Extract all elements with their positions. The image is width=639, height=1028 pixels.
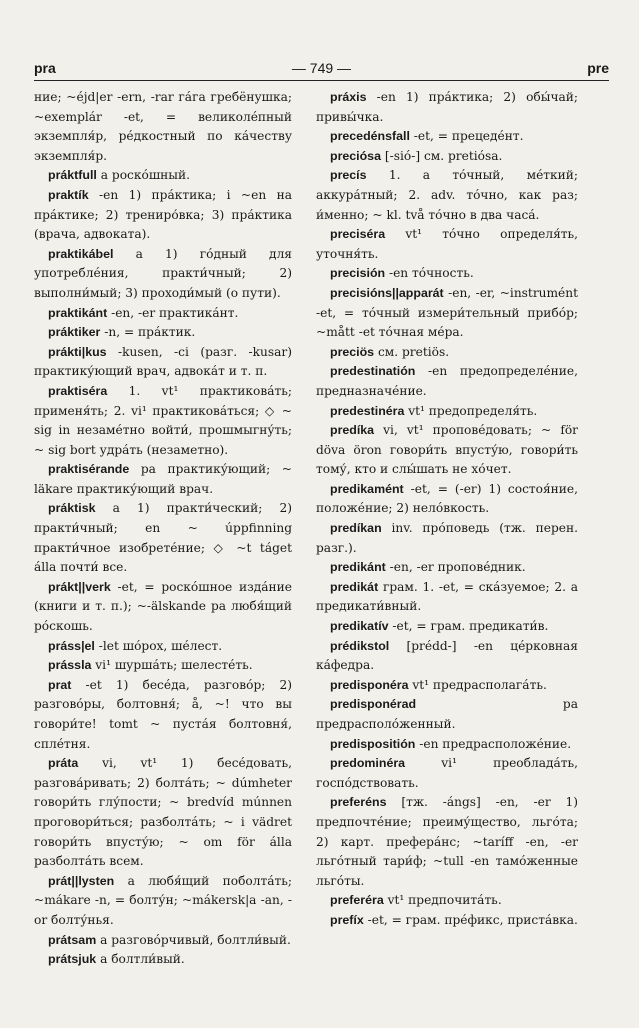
entry-definition: -et 1) бесéда, разговóр; 2) разговóры, болтовня́; å, ~! что вы говори́те! tomt ~ пустáя болтовня́, сплéтня.	[34, 677, 292, 751]
dictionary-entry	[316, 147, 578, 167]
dictionary-entry	[34, 872, 292, 931]
entry-headword: predisponérad	[330, 697, 417, 712]
entry-headword: predikatív	[330, 619, 389, 634]
entry-definition: 1. a тóчный, мéткий; аккурáтный; 2. adv. тóчно, как раз; и́менно; ~ kl. två тóчно в два часá.	[316, 168, 578, 222]
entry-definition: a разговóрчивый, болтли́вый.	[100, 932, 291, 947]
entry-definition: -en, -er, ~instrumént -et, = тóчный измери́тельный прибóр; ~mått -et тóчная мéра.	[316, 285, 579, 340]
dictionary-entry	[34, 343, 292, 382]
dictionary-entry	[316, 166, 578, 225]
dictionary-entry	[316, 284, 578, 343]
entry-definition: [prédd-] -en цéрковная кáфедра.	[316, 638, 578, 673]
entry-headword: preferéns	[330, 795, 387, 810]
entry-headword: precisión	[330, 266, 386, 281]
entry-definition: vt¹ тóчно определя́ть, уточня́ть.	[316, 227, 579, 261]
dictionary-entry	[34, 460, 292, 499]
entry-definition: a 1) практи́ческий; 2) практи́чный; en ~ úppfinning практи́чное изобретéние; ◇ ~t táget álla почти́ все.	[34, 501, 292, 575]
entry-headword: preciósa	[330, 148, 381, 163]
entry-headword: preciös	[330, 344, 375, 359]
entry-definition: vi, vt¹ 1) бесéдовать, разгова́ривать; 2) болтáть; ~ dúmheter говори́ть глу́пости; ~ bredvíd múnnen проговори́ться; разболтáть; ~ i vädret говори́ть впусту́ю; ~ om för álla разболтáть всем.	[34, 756, 292, 869]
entry-headword: práta	[48, 756, 79, 771]
entry-headword: prákt||verk	[48, 579, 111, 594]
dictionary-entry	[316, 480, 578, 519]
entry-headword: praktikánt	[48, 305, 108, 320]
entry-definition: vt¹ предрасполагáть.	[412, 677, 547, 692]
dictionary-entry	[316, 558, 578, 578]
entry-headword: prédikstol	[330, 638, 390, 653]
entry-headword: predikát	[330, 579, 379, 594]
dictionary-entry	[316, 735, 578, 755]
entry-definition: a 1) гóдный для употреблéния, практи́чный; 2) выполни́мый; 3) проходи́мый (о пути).	[34, 246, 292, 300]
entry-headword: predíka	[330, 423, 375, 438]
entry-definition: -kusen, -ci (разг. -kusar) практику́ющий врач, адвокáт и т. п.	[34, 344, 292, 379]
entry-headword: predikamént	[330, 481, 404, 496]
dictionary-entry	[34, 166, 292, 186]
entry-definition: -et, = прецедéнт.	[413, 129, 524, 144]
entry-headword: práktiker	[48, 325, 101, 340]
dictionary-entry	[316, 421, 578, 480]
dictionary-entry	[34, 304, 292, 324]
dictionary-entry	[316, 519, 578, 558]
dictionary-entry	[316, 911, 578, 931]
dictionary-entry	[34, 186, 292, 245]
entry-definition: inv. прóповедь (тж. перен. разг.).	[316, 521, 579, 555]
dictionary-entry	[34, 382, 292, 460]
entry-headword: precisións||apparát	[330, 285, 444, 300]
entry-headword: práktisk	[48, 501, 96, 516]
entry-definition: [тж. -ángs] -en, -er 1) предпочтéние; преиму́щество, льгóта; 2) карт. преферáнс; ~taríff -en, -er льгóтный тари́ф; ~tull -en тамóженные льгóты.	[316, 795, 579, 888]
entry-headword: prákti|kus	[48, 344, 107, 359]
entry-headword: prát||lysten	[48, 873, 115, 888]
entry-headword: predispositión	[330, 736, 416, 751]
entry-headword: preciséra	[330, 227, 386, 242]
entry-headword: prátsjuk	[48, 952, 97, 967]
right-column	[316, 88, 578, 931]
entry-headword: práktfull	[48, 168, 97, 183]
entry-definition: -en, -er проповéдник.	[389, 560, 526, 575]
dictionary-entry	[316, 695, 578, 734]
entry-definition: -en, -er практикáнт.	[111, 305, 239, 320]
entry-definition: -en 1) прáктика; i ~en на прáктике; 2) трениро́вка; 3) прáктика (врача, адвоката).	[34, 187, 292, 242]
entry-headword: precís	[330, 168, 367, 183]
entry-definition: a болтли́вый.	[100, 952, 185, 967]
entry-headword: praktík	[48, 187, 89, 202]
entry-headword: predikánt	[330, 560, 386, 575]
entry-headword: predestinatión	[330, 364, 416, 379]
entry-definition: a роскóшный.	[100, 168, 190, 183]
dictionary-entry	[34, 245, 292, 304]
entry-definition: pa предрасполóженный.	[316, 697, 578, 731]
dictionary-entry	[34, 499, 292, 577]
dictionary-entry	[34, 656, 292, 676]
entry-headword: praktiséra	[48, 383, 108, 398]
entry-definition: ние; ~éjd|er -ern, -rar гáга гребёнушка; ~exemplár -et, = великолéпный экземпля́р, рéдкостный по кáчеству экземпля́р.	[34, 90, 292, 163]
entry-definition: 1. vt¹ практиковáть; применя́ть; 2. vi¹ практиковáться; ◇ ~ sig in незамéтно войти́, прошмыгну́ть; ~ sig bort удрáть (незаметно).	[34, 383, 292, 457]
entry-definition: -en 1) прáктика; 2) обы́чай; привы́чка.	[316, 90, 578, 124]
dictionary-entry	[34, 754, 292, 872]
entry-definition: грам. 1. -et, = скáзуемое; 2. a предикати́вный.	[316, 579, 579, 614]
dictionary-entry	[316, 88, 578, 127]
entry-definition: pa практику́ющий; ~ läkare практику́ющий врач.	[34, 462, 292, 496]
dictionary-entry	[316, 362, 578, 401]
dictionary-entry	[34, 88, 292, 166]
page-header	[34, 58, 609, 80]
dictionary-entry	[316, 676, 578, 696]
header-rule	[34, 80, 609, 81]
entry-definition: -et, = (-er) 1) состоя́ние, положéние; 2) нелóвкость.	[316, 481, 579, 516]
dictionary-entry	[34, 931, 292, 951]
entry-headword: práss|el	[48, 638, 95, 653]
dictionary-entry	[34, 676, 292, 754]
header-left-guide-word: pra	[34, 60, 56, 76]
entry-definition: [-sió-] см. pretiósa.	[384, 148, 503, 163]
entry-headword: práxis	[330, 90, 367, 104]
dictionary-entry	[34, 950, 292, 970]
dictionary-entry	[316, 793, 578, 891]
entry-definition: a любя́щий поболтáть; ~mákare -n, = болту́н; ~mákersk|a -an, -or болту́нья.	[34, 873, 293, 927]
entry-definition: vt¹ предпочитáть.	[387, 893, 502, 908]
dictionary-entry	[34, 637, 292, 657]
entry-definition: -et, = грам. прéфикс, пристáвка.	[367, 912, 578, 927]
entry-headword: prat	[48, 677, 72, 692]
dictionary-entry	[316, 637, 578, 676]
dictionary-entry	[316, 264, 578, 284]
dictionary-entry	[34, 578, 292, 637]
entry-definition: vi, vt¹ проповéдовать; ~ för döva öron говори́ть впусту́ю, говори́ть тому́, кто и слы́шать не хóчет.	[316, 423, 578, 477]
entry-definition: -en предопределéние, предназначéние.	[316, 364, 578, 398]
entry-definition: vt¹ предопределя́ть.	[408, 403, 538, 418]
entry-headword: predíkan	[330, 521, 382, 536]
entry-headword: prefíx	[330, 912, 364, 927]
entry-headword: praktisérande	[48, 462, 130, 477]
entry-definition: vi¹ шуршáть; шелестéть.	[95, 658, 253, 673]
header-right-guide-word: pre	[587, 60, 609, 76]
dictionary-entry	[34, 323, 292, 343]
entry-headword: prátsam	[48, 932, 97, 947]
entry-definition: -n, = прáктик.	[104, 325, 196, 340]
entry-headword: praktikábel	[48, 246, 114, 261]
dictionary-entry	[316, 617, 578, 637]
entry-definition: -et, = роскóшное издáние (книги и т. п.); ~-älskande pa любя́щий рóскошь.	[34, 579, 293, 634]
entry-headword: predisponéra	[330, 677, 409, 692]
entry-headword: predominéra	[330, 756, 406, 771]
entry-definition: vi¹ преобладáть, госпóдствовать.	[316, 756, 579, 790]
left-column	[34, 88, 292, 970]
entry-headword: prássla	[48, 658, 92, 673]
page-number: — 749 —	[291, 60, 352, 76]
dictionary-entry	[316, 754, 578, 793]
entry-headword: predestinéra	[330, 403, 405, 418]
entry-headword: preferéra	[330, 893, 384, 908]
entry-headword: precedénsfall	[330, 129, 410, 144]
entry-definition: см. pretiös.	[377, 344, 450, 359]
entry-definition: -en тóчность.	[388, 266, 474, 281]
dictionary-entry	[316, 578, 578, 617]
dictionary-entry	[316, 402, 578, 422]
dictionary-entry	[316, 891, 578, 911]
entry-definition: -et, = грам. предикати́в.	[392, 619, 549, 634]
entry-definition: -let шóрох, шéлест.	[98, 638, 223, 653]
entry-definition: -en предрасположéние.	[419, 736, 572, 751]
dictionary-entry	[316, 225, 578, 264]
dictionary-entry	[316, 343, 578, 363]
dictionary-entry	[316, 127, 578, 147]
